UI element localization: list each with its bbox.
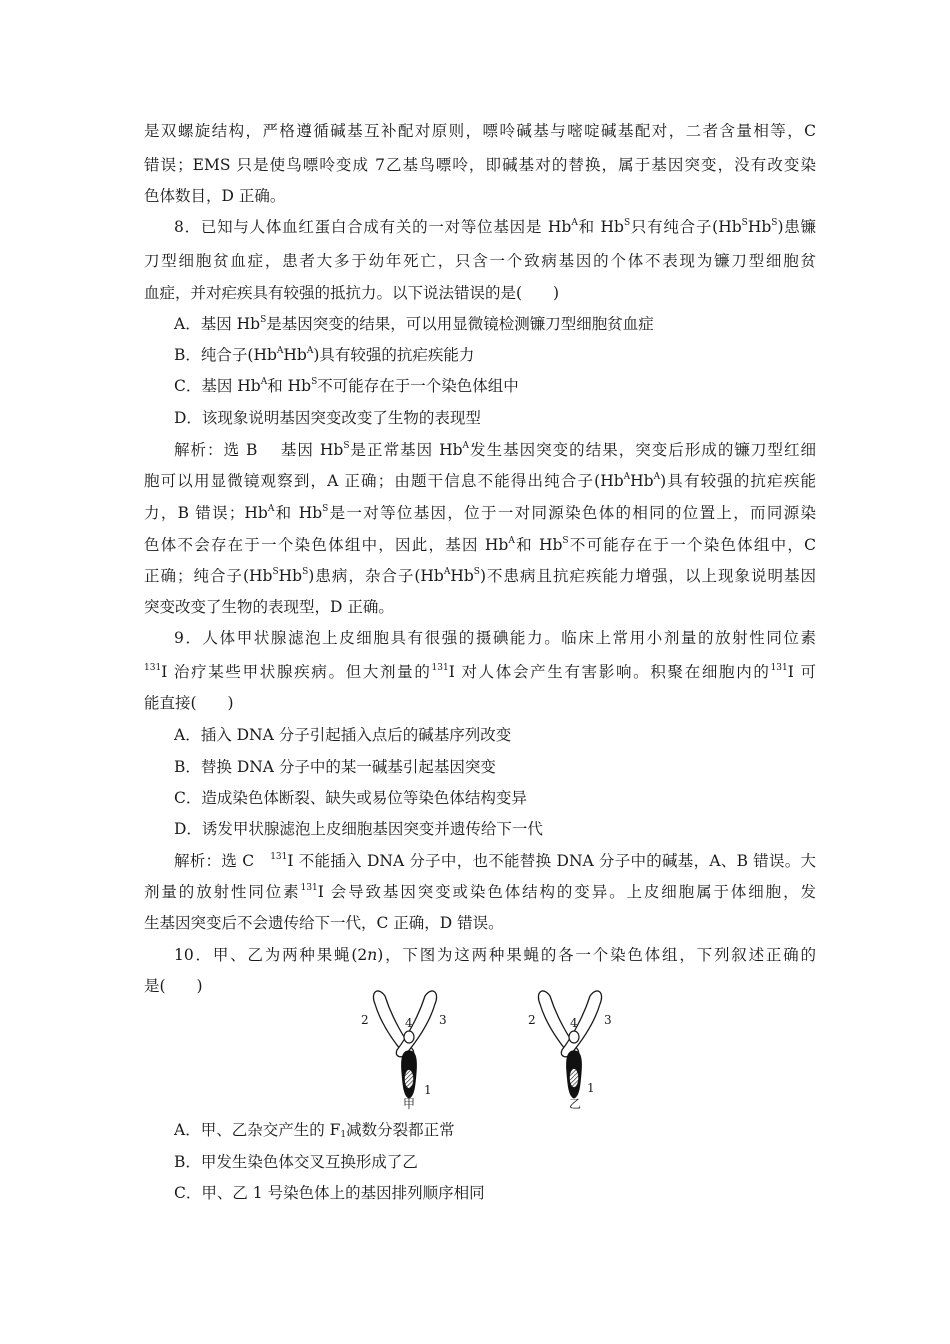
chromosome-set-yi	[528, 991, 612, 1110]
label-jia: 甲	[403, 1097, 416, 1110]
q8-answer-line-5: 正确；纯合子$(Hb^SHb^S)$患病，杂合子$(Hb^AHb^S)$不患病且抗疟疾能力增强，以上现象说明基因	[144, 567, 816, 585]
q9-option-b: B．替换 DNA 分子中的某一碱基引起基因突变	[174, 758, 496, 776]
q9-option-c: C．造成染色体断裂、缺失或易位等染色体结构变异	[174, 789, 527, 807]
q8-option-d: D．该现象说明基因突变改变了生物的表现型	[174, 409, 481, 427]
q9-option-d: D．诱发甲状腺滤泡上皮细胞基因突变并遗传给下一代	[174, 820, 543, 838]
chromosome-set-diagram	[352, 984, 632, 1110]
q10-option-a: A．甲、乙杂交产生的 $F_1$减数分裂都正常	[174, 1121, 455, 1140]
q10-stem-line-1: 10．甲、乙为两种果蝇(2n)，下图为这两种果蝇的各一个染色体组，下列叙述正确的	[174, 946, 816, 964]
intro-line-3: 色体数目，D 正确。	[144, 187, 286, 205]
intro-line-2: 错误；EMS 只是使鸟嘌呤变成 7乙基鸟嘌呤，即碱基对的替换，属于基因突变，没有改变染	[144, 156, 816, 174]
q8-stem-line-3: 血症，并对疟疾具有较强的抵抗力。以下说法错误的是( )	[144, 284, 560, 302]
q8-answer-line-2: 胞可以用显微镜观察到，A 正确；由题干信息不能得出纯合子$(Hb^AHb^A)$具有较强的抗疟疾能	[144, 472, 816, 490]
q10-stem-line-2: 是( )	[144, 977, 203, 995]
q8-option-a: A．基因 $Hb^S$是基因突变的结果，可以用显微镜检测镰刀型细胞贫血症	[174, 315, 654, 333]
label-2-jia: 2	[361, 1013, 369, 1027]
chromosome-3-yi	[561, 991, 601, 1057]
q9-stem-line-3: 能直接( )	[144, 694, 234, 712]
q8-option-c: C．基因 $Hb^A$和 $Hb^S$不可能存在于一个染色体组中	[174, 377, 519, 395]
intro-line-1: 是双螺旋结构，严格遵循碱基互补配对原则，嘌呤碱基与嘧啶碱基配对，二者含量相等，C	[144, 122, 816, 140]
label-3-jia: 3	[439, 1013, 447, 1027]
q9-option-a: A．插入 DNA 分子引起插入点后的碱基序列改变	[174, 726, 512, 744]
q10-option-c: C．甲、乙 1 号染色体上的基因排列顺序相同	[174, 1184, 485, 1202]
q9-stem-line-2: $^{131}$I 治疗某些甲状腺疾病。但大剂量的$^{131}$I 对人体会产生有害影响。积聚在细胞内的$^{131}$I 可	[144, 663, 816, 681]
chromosome-set-jia	[361, 991, 447, 1110]
q10-option-b: B．甲发生染色体交叉互换形成了乙	[174, 1153, 418, 1171]
chromosome-set-figure	[352, 984, 632, 1110]
label-2-yi: 2	[528, 1013, 536, 1027]
q8-option-b: B．纯合子$(Hb^AHb^A)$具有较强的抗疟疾能力	[174, 346, 475, 364]
q8-answer-line-6: 突变改变了生物的表现型，D 正确。	[144, 598, 394, 616]
chromosome-1-jia-marked-segment	[404, 1070, 413, 1089]
label-4-jia: 4	[405, 1016, 413, 1030]
label-yi: 乙	[569, 1097, 582, 1110]
label-3-yi: 3	[604, 1013, 612, 1027]
q8-answer-line-4: 色体不会存在于一个染色体组中，因此，基因 $Hb^A$和 $Hb^S$不可能存在于一个染色体组中，C	[144, 536, 816, 554]
q9-answer-line-1: 解析：选 C $^{131}$I 不能插入 DNA 分子中，也不能替换 DNA 分子中的碱基，A、B 错误。大	[174, 852, 816, 870]
q8-stem-line-2: 刀型细胞贫血症，患者大多于幼年死亡，只含一个致病基因的个体不表现为镰刀型细胞贫	[144, 252, 816, 270]
chromosome-4-jia	[404, 1031, 414, 1043]
chromosome-1-yi-marked-segment	[569, 1069, 578, 1088]
label-1-yi: 1	[587, 1081, 595, 1095]
chromosome-4-yi	[569, 1031, 579, 1043]
q8-stem-line-1: 8．已知与人体血红蛋白合成有关的一对等位基因是 $Hb^A$和 $Hb^S$只有纯合子$(Hb^SHb^S)$患镰	[174, 218, 816, 236]
q9-stem-line-1: 9．人体甲状腺滤泡上皮细胞具有很强的摄碘能力。临床上常用小剂量的放射性同位素	[174, 629, 816, 647]
label-4-yi: 4	[570, 1016, 578, 1030]
q9-answer-line-3: 生基因突变后不会遗传给下一代，C 正确，D 错误。	[144, 914, 504, 932]
label-1-jia: 1	[424, 1083, 432, 1097]
q8-answer-line-3: 力，B 错误；$Hb^A$和 $Hb^S$是一对等位基因，位于一对同源染色体的相同的位置上，而同源染	[144, 504, 816, 522]
q8-answer-line-1: 解析：选 B 基因 $Hb^S$是正常基因 $Hb^A$发生基因突变的结果，突变后形成的镰刀型红细	[174, 441, 816, 459]
chromosome-3-jia	[396, 991, 436, 1057]
q9-answer-line-2: 剂量的放射性同位素$^{131}$I 会导致基因突变或染色体结构的变异。上皮细胞属于体细胞，发	[144, 883, 816, 901]
